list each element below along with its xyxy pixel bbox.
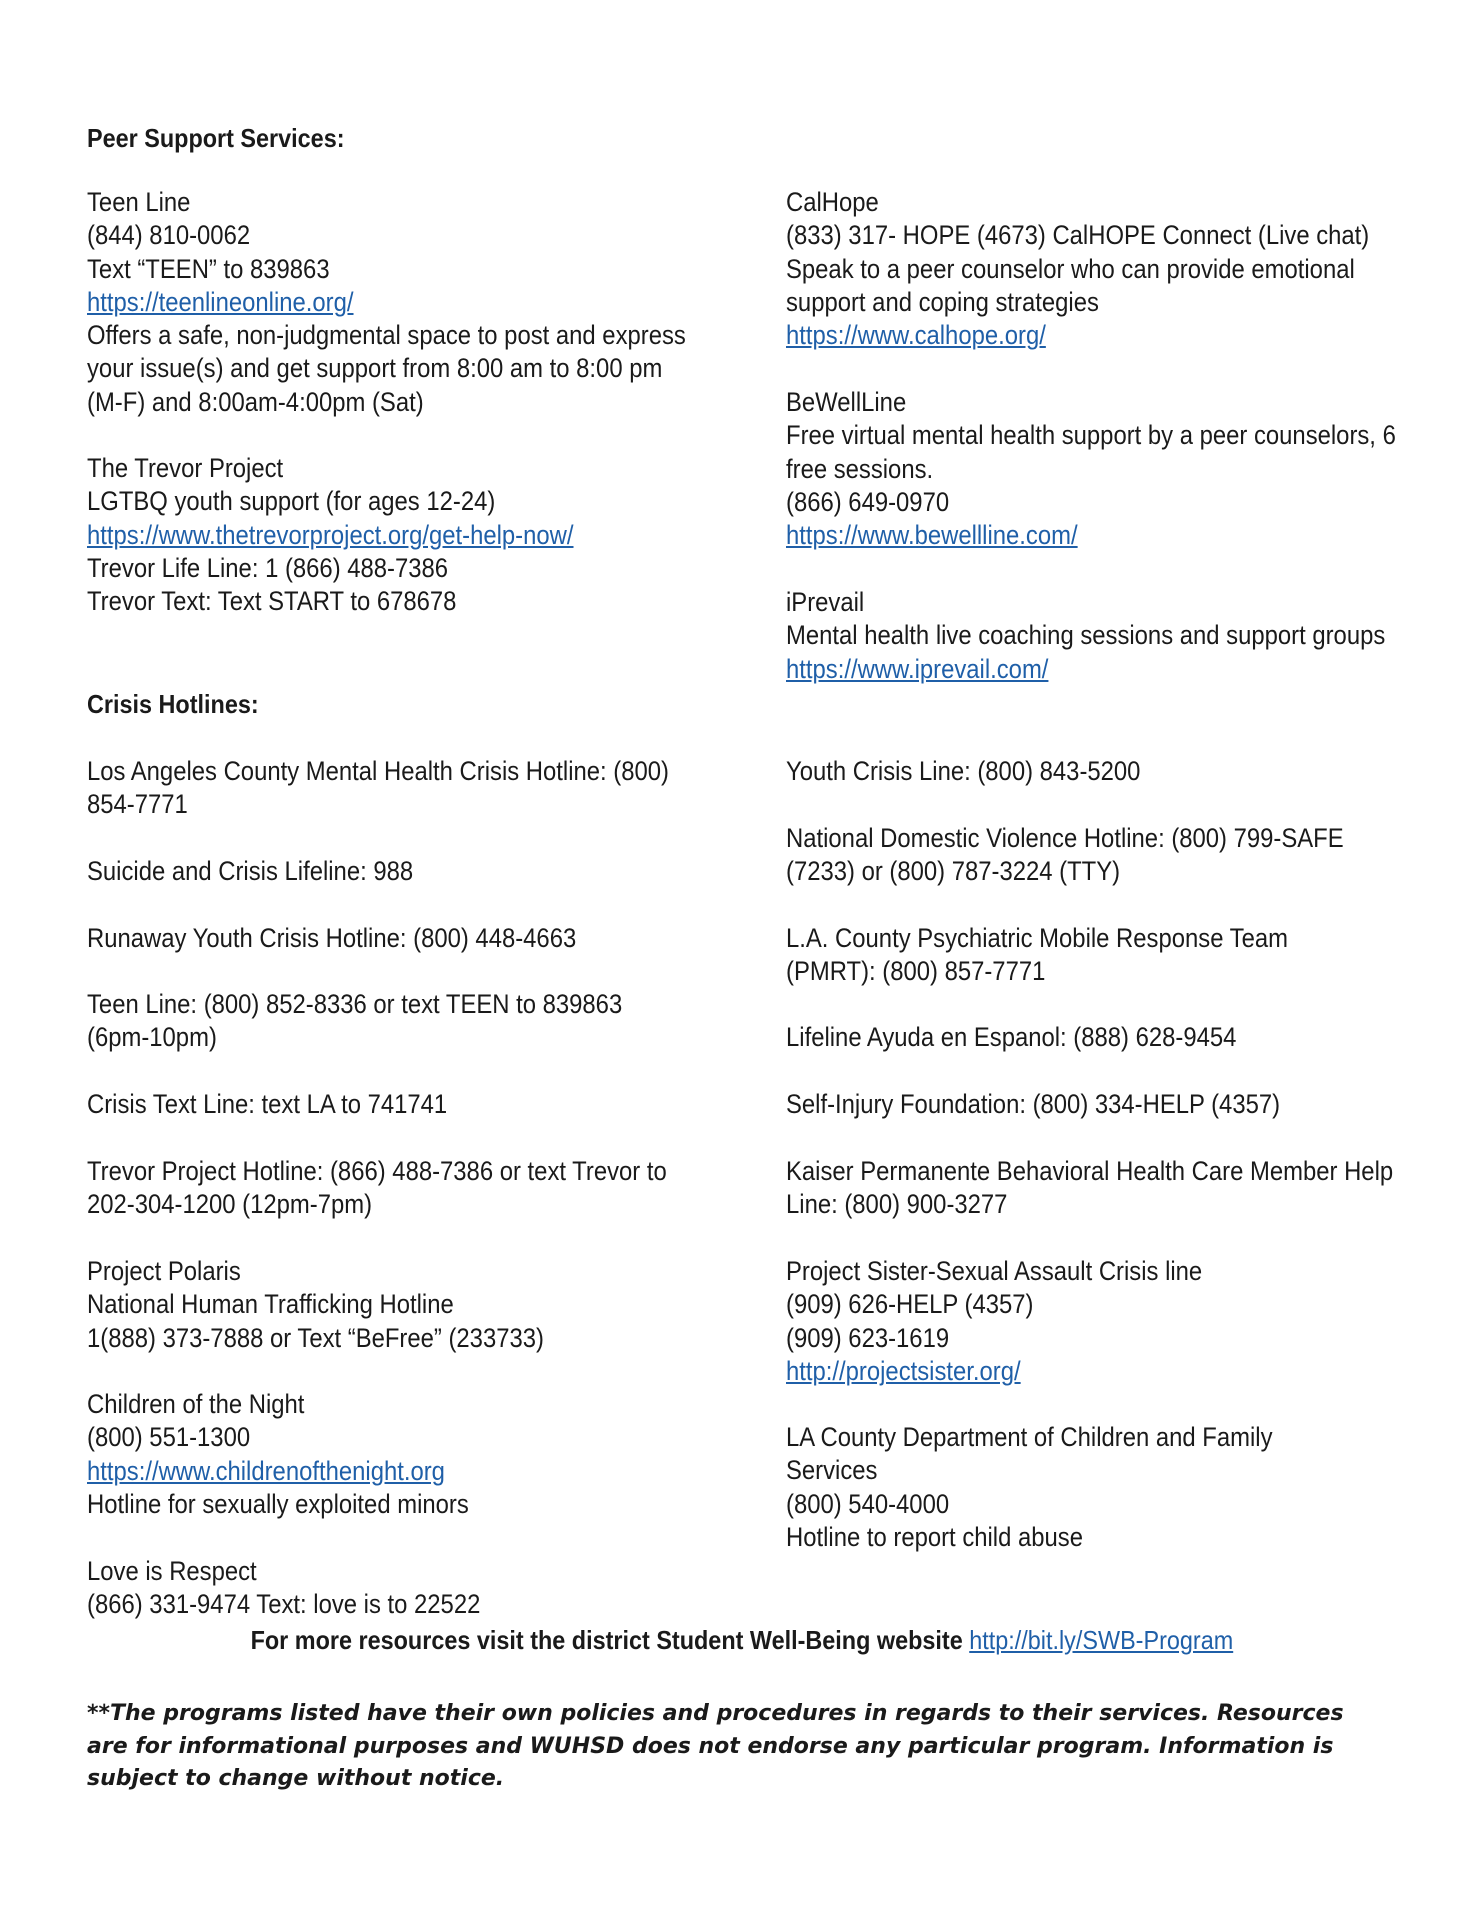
resource-link[interactable]: https://www.calhope.org/: [786, 320, 1046, 351]
entry-line: 202-304-1200 (12pm-7pm): [87, 1189, 373, 1220]
entry-line: (866) 649-0970: [786, 486, 950, 517]
dcfs-entry: [786, 1421, 1416, 1554]
entry-title: The Trevor Project: [87, 453, 284, 483]
la-county-crisis-entry: [87, 755, 708, 822]
calhope-entry: [786, 186, 1416, 352]
resource-link[interactable]: https://www.thetrevorproject.org/get-help-now/: [87, 519, 574, 550]
entry-line: (7233) or (800) 787-3224 (TTY): [786, 856, 1121, 887]
entry-line: (M-F) and 8:00am-4:00pm (Sat): [87, 386, 424, 417]
swb-program-link[interactable]: http://bit.ly/SWB-Program: [969, 1625, 1234, 1655]
entry-line: (909) 623-1619: [786, 1322, 950, 1353]
trevor-project-entry: [87, 452, 708, 618]
entry-title: Self-Injury Foundation: (800) 334-HELP (4357): [786, 1089, 1281, 1119]
entry-title: Teen Line: (800) 852-8336 or text TEEN to 839863: [87, 989, 623, 1019]
entry-line: 1(888) 373-7888 or Text “BeFree” (233733): [87, 1322, 544, 1353]
entry-title: Runaway Youth Crisis Hotline: (800) 448-4663: [87, 923, 577, 953]
trevor-hotline-entry: [87, 1155, 708, 1222]
entry-line: LGTBQ youth support (for ages 12-24): [87, 486, 496, 517]
entry-line: Line: (800) 900-3277: [786, 1189, 1008, 1220]
love-is-respect-entry: [87, 1555, 708, 1622]
entry-title: Youth Crisis Line: (800) 843-5200: [786, 756, 1141, 786]
footer-text: For more resources visit the district Student Well-Being website: [250, 1625, 963, 1655]
self-injury-entry: [786, 1088, 1416, 1121]
entry-title: Project Polaris: [87, 1256, 241, 1286]
entry-line: Trevor Life Line: 1 (866) 488-7386: [87, 552, 449, 583]
entry-title: Crisis Text Line: text LA to 741741: [87, 1089, 448, 1119]
entry-line: Hotline to report child abuse: [786, 1521, 1083, 1552]
entry-line: National Human Trafficking Hotline: [87, 1289, 454, 1320]
entry-line: Text “TEEN” to 839863: [87, 253, 330, 284]
entry-line: (833) 317- HOPE (4673) CalHOPE Connect (Live chat): [786, 220, 1370, 251]
entry-title: Trevor Project Hotline: (866) 488-7386 or text Trevor to: [87, 1156, 667, 1186]
entry-line: Free virtual mental health support by a peer counselors, 6: [786, 420, 1396, 451]
domestic-violence-entry: [786, 822, 1416, 889]
children-of-the-night-entry: [87, 1388, 708, 1521]
entry-line: (844) 810-0062: [87, 220, 251, 251]
entry-title: BeWellLine: [786, 387, 907, 417]
entry-title: Love is Respect: [87, 1556, 257, 1586]
entry-line: (6pm-10pm): [87, 1022, 217, 1053]
teen-line-crisis-entry: [87, 988, 708, 1055]
entry-title: iPrevail: [786, 587, 865, 617]
resource-link[interactable]: https://www.bewellline.com/: [786, 520, 1078, 551]
lifeline-ayuda-entry: [786, 1021, 1416, 1054]
crisis-text-line-entry: [87, 1088, 708, 1121]
entry-title: Lifeline Ayuda en Espanol: (888) 628-9454: [786, 1022, 1237, 1052]
disclaimer-text: **The programs listed have their own policies and procedures in regards to their services. Resources are for informational purposes and WUHSD does not endorse any particular program. Information is subject to change without notice.: [87, 1701, 1344, 1791]
entry-title: L.A. County Psychiatric Mobile Response Team: [786, 923, 1288, 953]
crisis-hotlines-heading: Crisis Hotlines:: [87, 689, 259, 719]
resource-link[interactable]: https://www.childrenofthenight.org: [87, 1455, 445, 1486]
entry-line: (800) 540-4000: [786, 1488, 950, 1519]
pmrt-entry: [786, 922, 1416, 989]
youth-crisis-line-entry: [786, 755, 1416, 788]
entry-title: LA County Department of Children and Family: [786, 1422, 1273, 1452]
project-polaris-entry: [87, 1255, 708, 1355]
resource-link[interactable]: http://projectsister.org/: [786, 1355, 1021, 1386]
peer-support-heading: Peer Support Services:: [87, 123, 345, 153]
resource-link[interactable]: https://teenlineonline.org/: [87, 286, 354, 317]
entry-title: National Domestic Violence Hotline: (800) 799-SAFE: [786, 823, 1344, 853]
entry-line: Mental health live coaching sessions and support groups: [786, 620, 1386, 651]
entry-line: Offers a safe, non-judgmental space to post and express: [87, 320, 686, 351]
entry-title: CalHope: [786, 187, 879, 217]
bewellline-entry: [786, 386, 1416, 552]
entry-line: support and coping strategies: [786, 286, 1099, 317]
resource-link[interactable]: https://www.iprevail.com/: [786, 653, 1049, 684]
entry-line: (800) 551-1300: [87, 1422, 251, 1453]
footer-resources-line: [0, 1624, 1484, 1656]
entry-title: Teen Line: [87, 187, 191, 217]
runaway-youth-entry: [87, 922, 708, 955]
entry-title: Los Angeles County Mental Health Crisis Hotline: (800): [87, 756, 669, 786]
entry-line: 854-7771: [87, 789, 188, 820]
entry-line: Services: [786, 1455, 878, 1486]
teen-line-entry: [87, 186, 708, 419]
kaiser-entry: [786, 1155, 1416, 1222]
entry-line: (866) 331-9474 Text: love is to 22522: [87, 1589, 481, 1620]
entry-line: (PMRT): (800) 857-7771: [786, 956, 1046, 987]
entry-line: your issue(s) and get support from 8:00 am to 8:00 pm: [87, 353, 663, 384]
entry-line: free sessions.: [786, 453, 934, 484]
entry-line: (909) 626-HELP (4357): [786, 1289, 1034, 1320]
project-sister-entry: [786, 1255, 1416, 1388]
entry-line: Hotline for sexually exploited minors: [87, 1488, 469, 1519]
iprevail-entry: [786, 586, 1416, 686]
entry-title: Kaiser Permanente Behavioral Health Care Member Help: [786, 1156, 1394, 1186]
entry-title: Children of the Night: [87, 1389, 305, 1419]
entry-line: Trevor Text: Text START to 678678: [87, 586, 457, 617]
entry-title: Project Sister-Sexual Assault Crisis line: [786, 1256, 1203, 1286]
entry-title: Suicide and Crisis Lifeline: 988: [87, 856, 414, 886]
suicide-lifeline-entry: [87, 855, 708, 888]
entry-line: Speak to a peer counselor who can provide emotional: [786, 253, 1355, 284]
